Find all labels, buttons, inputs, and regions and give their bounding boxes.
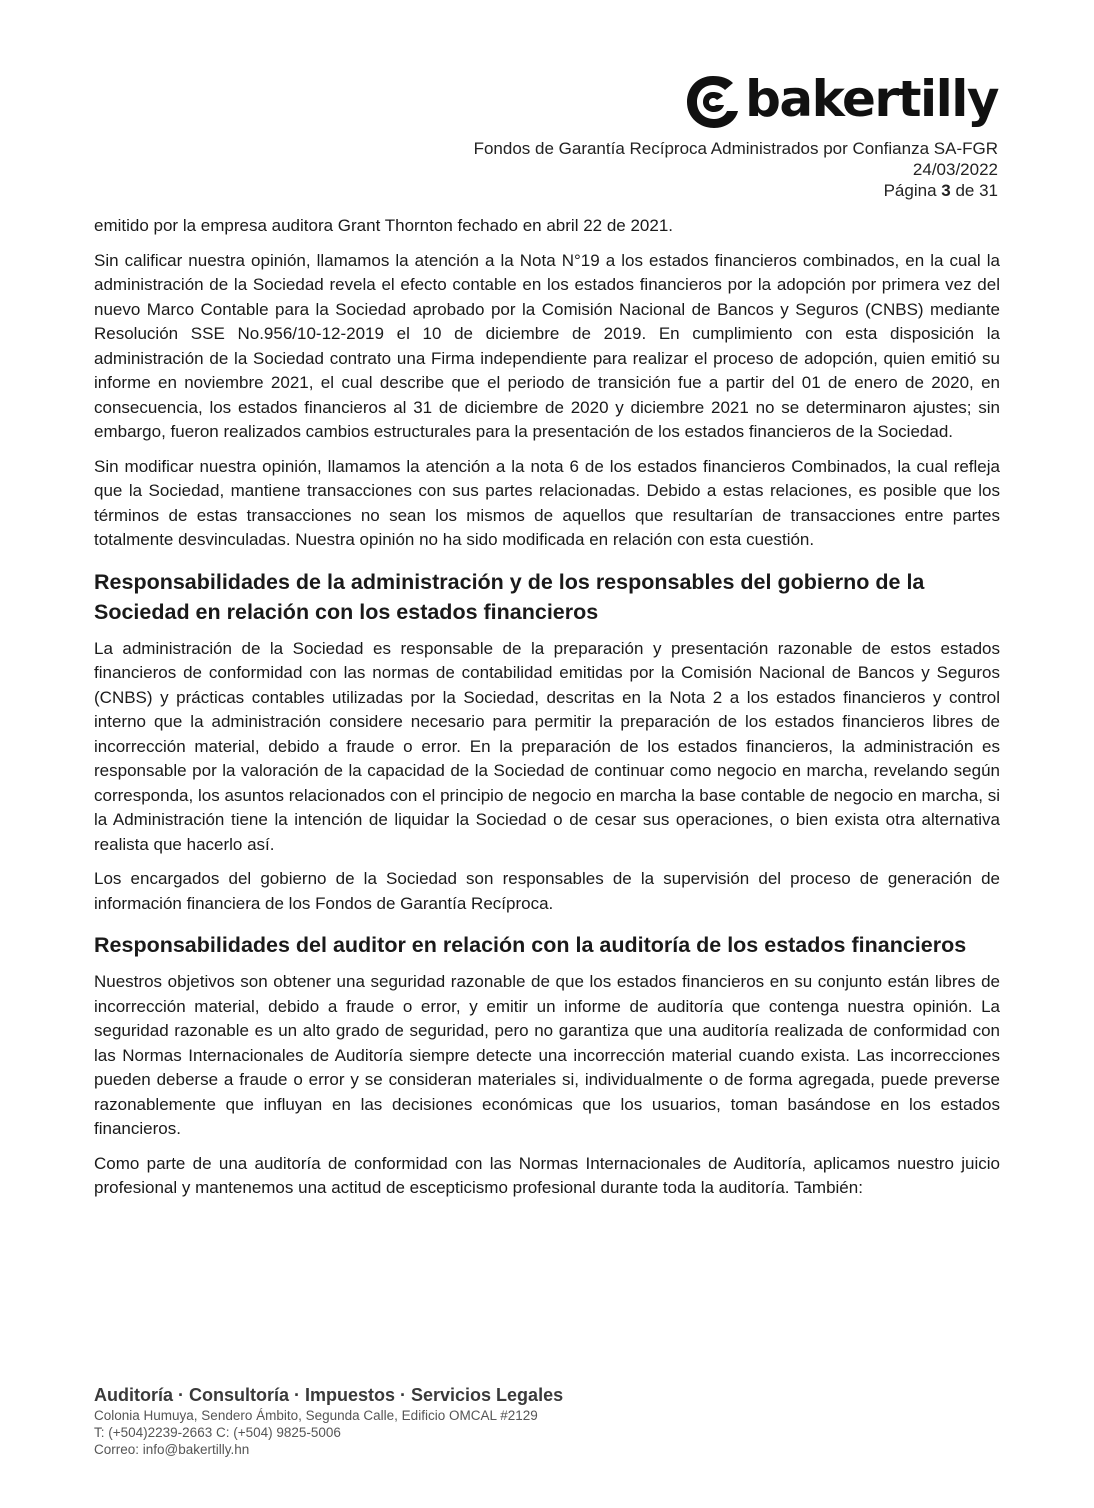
page-header <box>474 138 998 201</box>
footer-email: Correo: info@bakertilly.hn <box>94 1442 250 1457</box>
page-prefix: Página <box>883 181 942 200</box>
paragraph-2: Sin calificar nuestra opinión, llamamos la atención a la Nota N°19 a los estados financieros combinados, en la cual la administración de la Sociedad revela el efecto contable en los estados financieros por la adopción por primera vez del nuevo Marco Contable para la Sociedad aprobado por la Comisión Nacional de Bancos y Seguros (CNBS) mediante Resolución SSE No.956/10-12-2019 el 10 de diciembre de 2019. En cumplimiento con esta disposición la administración de la Sociedad contrato una Firma independiente para realizar el proceso de adopción, quien emitió su informe en noviembre 2021, el cual describe que el periodo de transición fue a partir del 01 de enero de 2020, en consecuencia, los estados financieros al 31 de diciembre de 2020 y diciembre 2021 no se determinaron ajustes; sin embargo, fueron realizados cambios estructurales para la presentación de los estados financieros de la Sociedad. <box>94 250 1000 441</box>
paragraph-3: Sin modificar nuestra opinión, llamamos la atención a la nota 6 de los estados financieros Combinados, la cual refleja que la Sociedad, mantiene transacciones con sus partes relacionadas. Debido a estas relaciones, es posible que los términos de estas transacciones no sean los mismos de aquellos que resultarían de transacciones entre partes totalmente desvinculadas. Nuestra opinión no ha sido modificada en relación con esta cuestión. <box>94 456 1000 549</box>
entity-name: Fondos de Garantía Recíproca Administrados por Confianza SA-FGR <box>473 139 998 158</box>
page-number <box>474 180 998 201</box>
report-date: 24/03/2022 <box>912 160 998 179</box>
page-current: 3 <box>941 181 951 200</box>
paragraph-1: emitido por la empresa auditora Grant Thornton fechado en abril 22 de 2021. <box>94 216 673 235</box>
section-heading-auditor: Responsabilidades del auditor en relación con la auditoría de los estados financieros <box>94 933 967 957</box>
paragraph-4: La administración de la Sociedad es responsable de la preparación y presentación razonable de estos estados financieros de conformidad con las normas de contabilidad emitidas por la Comisión Nacional de Bancos y Seguros (CNBS) y prácticas contables utilizadas por la Sociedad, descritas en la Nota 2 a los estados financieros y control interno que la administración considere necesario para permitir la preparación de los estados financieros libres de incorrección material, debido a fraude o error. En la preparación de los estados financieros, la administración es responsable por la valoración de la capacidad de la Sociedad de continuar como negocio en marcha, revelando según corresponda, los asuntos relacionados con el principio de negocio en marcha la base contable de negocio en marcha, si la Administración tiene la intención de liquidar la Sociedad o de cesar sus operaciones, o bien exista otra alternativa realista que hacerlo así. <box>94 638 1000 854</box>
paragraph-7: Como parte de una auditoría de conformidad con las Normas Internacionales de Auditoría, aplicamos nuestro juicio profesional y mantenemos una actitud de escepticismo profesional durante toda la auditoría. También: <box>94 1153 1000 1197</box>
paragraph-6: Nuestros objetivos son obtener una seguridad razonable de que los estados financieros en su conjunto están libres de incorrección material, debido a fraude o error, y emitir un informe de auditoría que contenga nuestra opinión. La seguridad razonable es un alto grado de seguridad, pero no garantiza que una auditoría realizada de conformidad con las Normas Internacionales de Auditoría siempre detecte una incorrección material cuando exista. Las incorrecciones pueden deberse a fraude o error y se consideran materiales si, individualmente o de forma agregada, puede preverse razonablemente que influyan en las decisiones económicas que los usuarios, toman basándose en los estados financieros. <box>94 972 1000 1138</box>
page-footer <box>94 1383 794 1458</box>
footer-phone: T: (+504)2239-2663 C: (+504) 9825-5006 <box>94 1425 341 1440</box>
footer-services: Auditoría · Consultoría · Impuestos · Servicios Legales <box>94 1385 564 1405</box>
bakertilly-logo <box>683 52 998 132</box>
section-heading-management: Responsabilidades de la administración y de los responsables del gobierno de la Sociedad en relación con los estados financieros <box>94 569 925 624</box>
bakertilly-swirl-icon <box>683 72 743 132</box>
paragraph-5: Los encargados del gobierno de la Sociedad son responsables de la supervisión del proceso de generación de información financiera de los Fondos de Garantía Recíproca. <box>94 869 1000 913</box>
page-suffix: de 31 <box>950 181 998 200</box>
document-body <box>94 214 1000 1211</box>
bakertilly-wordmark: bakertilly <box>745 70 998 128</box>
footer-address: Colonia Humuya, Sendero Ámbito, Segunda Calle, Edificio OMCAL #2129 <box>94 1408 538 1423</box>
